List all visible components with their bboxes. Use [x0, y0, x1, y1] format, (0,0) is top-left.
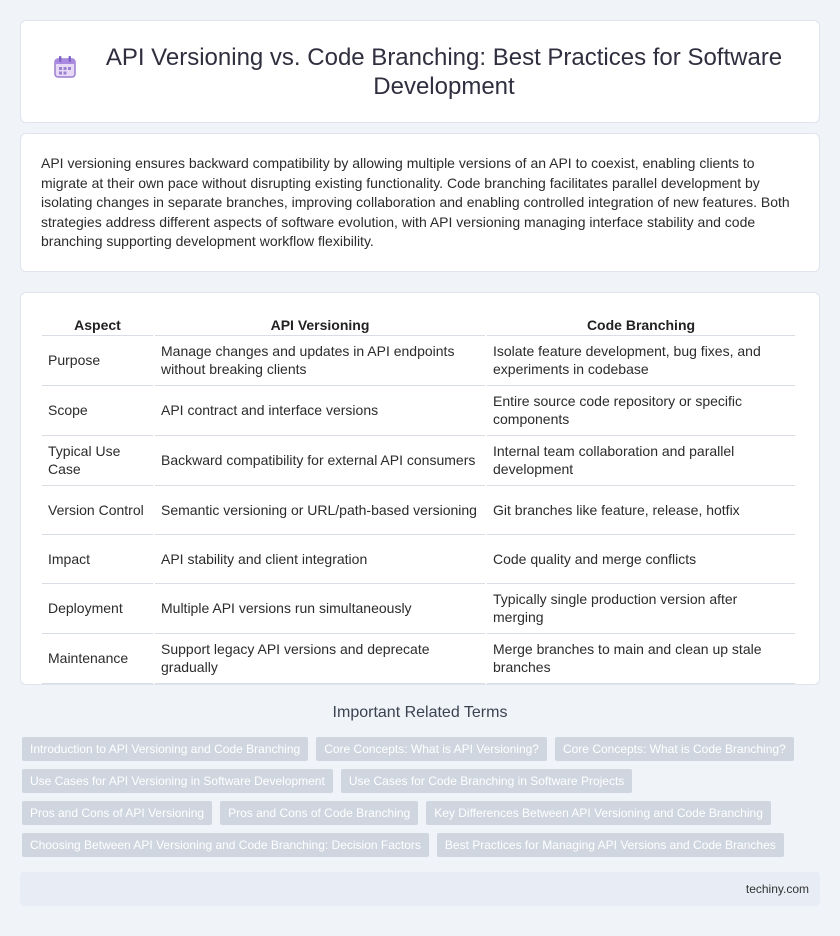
related-term-tag[interactable]: Use Cases for API Versioning in Software Development — [22, 769, 333, 793]
aspect-cell: Typical Use Case — [42, 436, 153, 486]
api-versioning-cell: API stability and client integration — [155, 535, 485, 584]
aspect-cell: Impact — [42, 535, 153, 584]
tag-row — [22, 833, 822, 857]
related-term-tag[interactable]: Core Concepts: What is API Versioning? — [316, 737, 547, 761]
table-row — [42, 386, 795, 436]
table-row — [42, 634, 795, 684]
api-versioning-cell: API contract and interface versions — [155, 386, 485, 436]
intro-card — [20, 133, 820, 272]
related-term-tag[interactable]: Choosing Between API Versioning and Code Branching: Decision Factors — [22, 833, 429, 857]
code-branching-cell: Entire source code repository or specific components — [487, 386, 795, 436]
api-versioning-cell: Support legacy API versions and deprecate gradually — [155, 634, 485, 684]
code-branching-cell: Git branches like feature, release, hotfix — [487, 486, 795, 535]
related-term-tag[interactable]: Core Concepts: What is Code Branching? — [555, 737, 794, 761]
comparison-table — [40, 313, 797, 684]
aspect-cell: Maintenance — [42, 634, 153, 684]
related-term-tag[interactable]: Pros and Cons of Code Branching — [220, 801, 418, 825]
column-header-code-branching: Code Branching — [487, 313, 795, 336]
related-term-tag[interactable]: Key Differences Between API Versioning and Code Branching — [426, 801, 771, 825]
tag-row — [22, 737, 822, 761]
aspect-cell: Version Control — [42, 486, 153, 535]
column-header-api-versioning: API Versioning — [155, 313, 485, 336]
code-branching-cell: Isolate feature development, bug fixes, and experiments in codebase — [487, 336, 795, 386]
calendar-icon — [51, 53, 79, 81]
table-header-row — [42, 313, 795, 336]
table-row — [42, 436, 795, 486]
table-row — [42, 336, 795, 386]
table-row — [42, 535, 795, 584]
code-branching-cell: Merge branches to main and clean up stale branches — [487, 634, 795, 684]
column-header-aspect: Aspect — [42, 313, 153, 336]
related-term-tag[interactable]: Introduction to API Versioning and Code Branching — [22, 737, 308, 761]
api-versioning-cell: Semantic versioning or URL/path-based versioning — [155, 486, 485, 535]
api-versioning-cell: Manage changes and updates in API endpoints without breaking clients — [155, 336, 485, 386]
related-terms-heading: Important Related Terms — [332, 704, 508, 721]
related-term-tag[interactable]: Use Cases for Code Branching in Software Projects — [341, 769, 632, 793]
aspect-cell: Deployment — [42, 584, 153, 634]
code-branching-cell: Internal team collaboration and parallel development — [487, 436, 795, 486]
comparison-table-card — [20, 292, 820, 685]
table-row — [42, 486, 795, 535]
related-term-tag[interactable]: Pros and Cons of API Versioning — [22, 801, 212, 825]
code-branching-cell: Code quality and merge conflicts — [487, 535, 795, 584]
aspect-cell: Scope — [42, 386, 153, 436]
footer — [20, 872, 820, 906]
intro-text: API versioning ensures backward compatibility by allowing multiple versions of an API to coexist, enabling clients to migrate at their own pace without disrupting existing functionality. Code branching facilitates parallel development by isolating changes in separate branches, improving collaboration and enabling controlled integration of new features. Both strategies address different aspects of software evolution, with API versioning managing interface stability and code branching supporting development workflow flexibility. — [41, 155, 790, 250]
table-row — [42, 584, 795, 634]
aspect-cell: Purpose — [42, 336, 153, 386]
tag-row — [22, 801, 822, 825]
page-title: API Versioning vs. Code Branching: Best Practices for Software Development — [105, 43, 783, 100]
header-card — [20, 20, 820, 123]
related-term-tag[interactable]: Best Practices for Managing API Versions and Code Branches — [437, 833, 784, 857]
tag-row — [22, 769, 822, 793]
api-versioning-cell: Multiple API versions run simultaneously — [155, 584, 485, 634]
related-terms-list — [22, 737, 822, 865]
footer-brand[interactable]: techiny.com — [745, 882, 809, 896]
api-versioning-cell: Backward compatibility for external API consumers — [155, 436, 485, 486]
code-branching-cell: Typically single production version after merging — [487, 584, 795, 634]
